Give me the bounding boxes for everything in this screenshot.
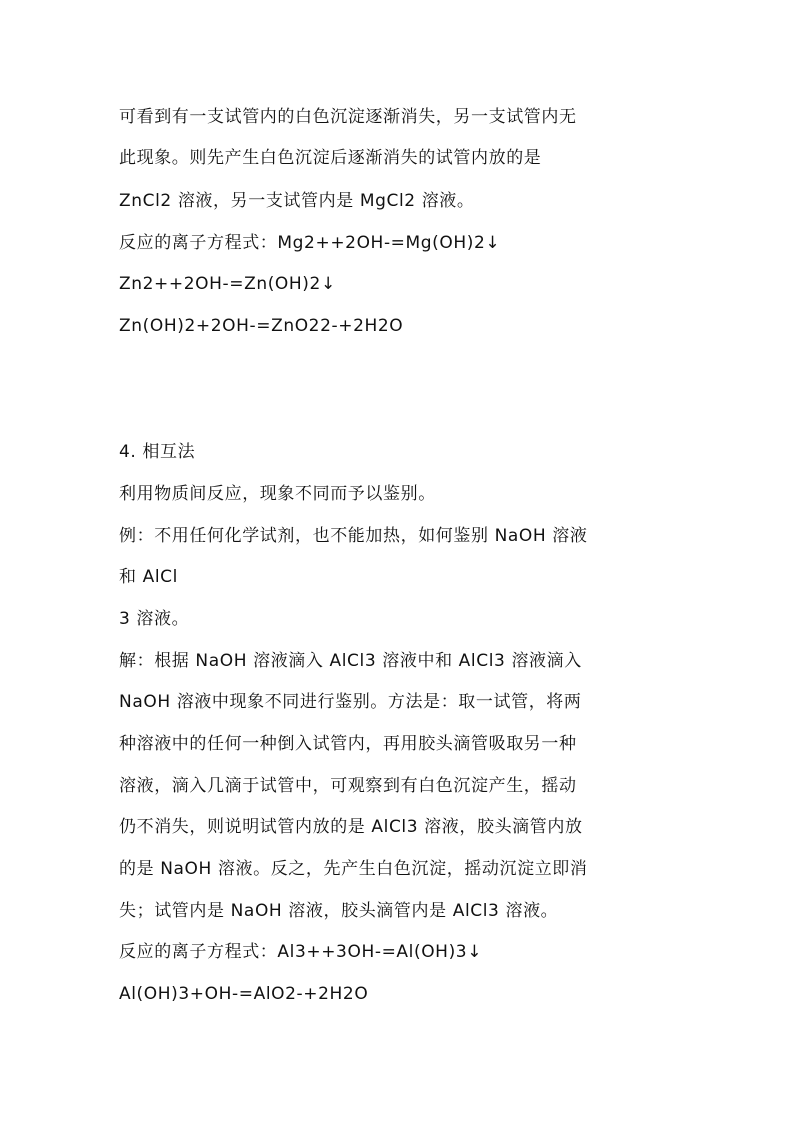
text-line: 例：不用任何化学试剂，也不能加热，如何鉴别 NaOH 溶液	[119, 526, 588, 546]
text-line: 利用物质间反应，现象不同而予以鉴别。	[119, 484, 436, 504]
text-line: 此现象。则先产生白色沉淀后逐渐消失的试管内放的是	[119, 148, 542, 168]
section-heading: 4. 相互法	[119, 442, 196, 462]
text-line: Zn(OH)2+2OH-=ZnO22-+2H2O	[119, 316, 404, 336]
text-line: 溶液，滴入几滴于试管中，可观察到有白色沉淀产生，摇动	[119, 776, 577, 796]
text-line: 可看到有一支试管内的白色沉淀逐渐消失，另一支试管内无	[119, 107, 577, 127]
text-line: 仍不消失，则说明试管内放的是 AlCl3 溶液，胶头滴管内放	[119, 817, 583, 837]
text-line: 种溶液中的任何一种倒入试管内，再用胶头滴管吸取另一种	[119, 734, 577, 754]
text-line: 反应的离子方程式：Al3++3OH-=Al(OH)3↓	[119, 942, 483, 962]
text-line: 和 AlCl	[119, 567, 178, 587]
text-line: 3 溶液。	[119, 609, 190, 629]
text-line: 解：根据 NaOH 溶液滴入 AlCl3 溶液中和 AlCl3 溶液滴入	[119, 651, 582, 671]
text-line: Zn2++2OH-=Zn(OH)2↓	[119, 274, 336, 294]
text-line: ZnCl2 溶液，另一支试管内是 MgCl2 溶液。	[119, 191, 475, 211]
text-line: 反应的离子方程式：Mg2++2OH-=Mg(OH)2↓	[119, 233, 501, 253]
text-line: 的是 NaOH 溶液。反之，先产生白色沉淀，摇动沉淀立即消	[119, 859, 588, 879]
text-line: 失；试管内是 NaOH 溶液，胶头滴管内是 AlCl3 溶液。	[119, 901, 559, 921]
text-line: NaOH 溶液中现象不同进行鉴别。方法是：取一试管，将两	[119, 692, 582, 712]
text-line: Al(OH)3+OH-=AlO2-+2H2O	[119, 984, 369, 1004]
